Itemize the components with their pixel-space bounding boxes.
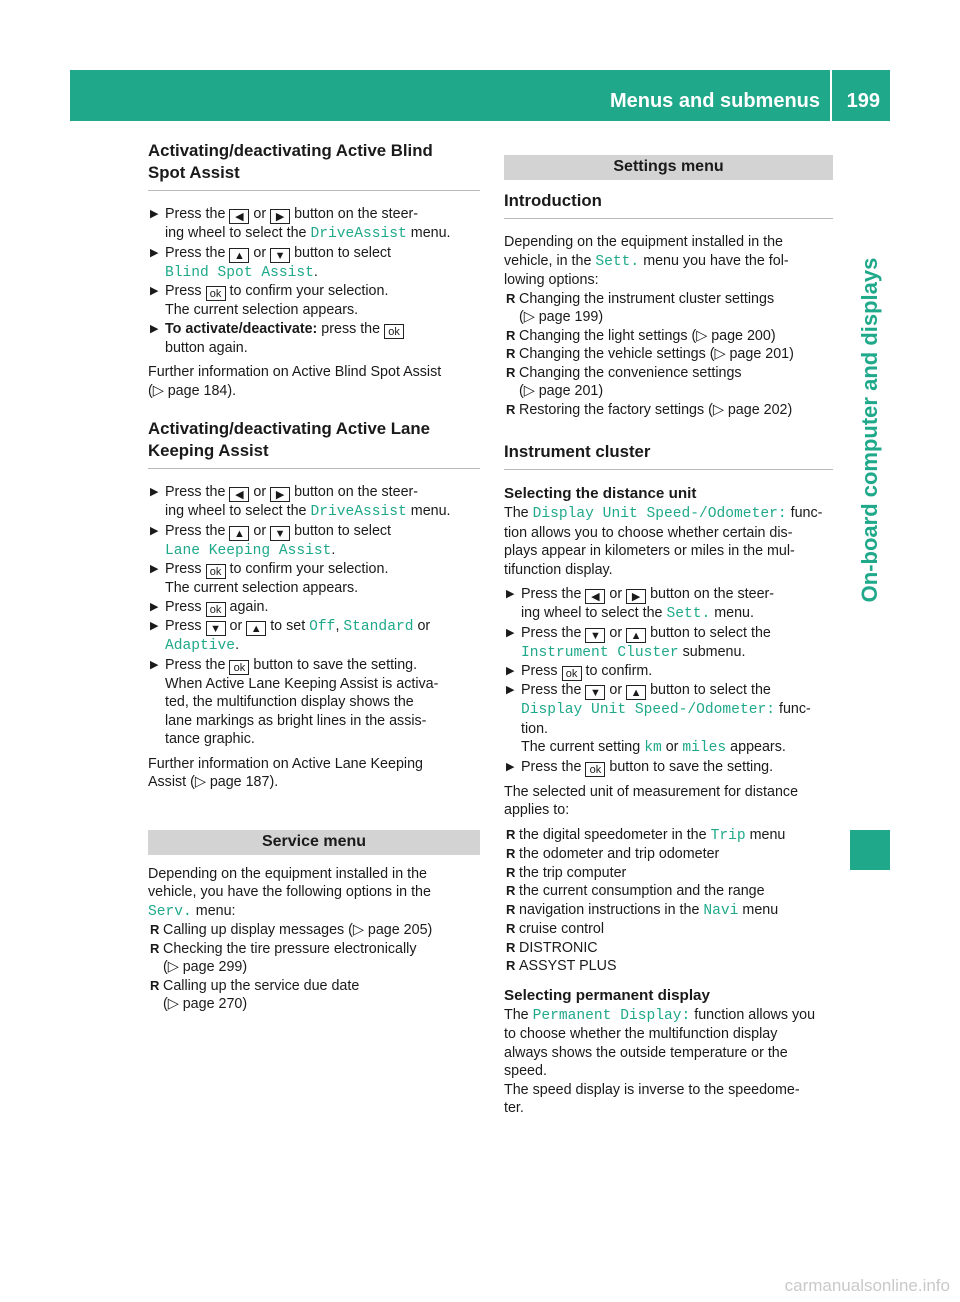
step: ▶ Press the ▼ or ▲ button to select the Instrument Cluster submenu. — [504, 624, 833, 663]
list-item: R DISTRONIC — [504, 939, 833, 958]
function-code: Display Unit Speed-/Odometer: — [532, 506, 787, 522]
option-code: Standard — [343, 618, 414, 635]
menu-code: DriveAssist — [310, 226, 407, 242]
left-key-icon: ◀ — [229, 209, 249, 224]
ok-key-icon: ok — [206, 286, 226, 301]
down-key-icon: ▼ — [585, 628, 605, 643]
ok-key-icon: ok — [229, 660, 249, 675]
step: ▶ Press ok to confirm your selection. The current selection appears. — [148, 282, 480, 320]
paragraph: The Display Unit Speed-/Odometer: func- tion allows you to choose whether certain dis- plays appear in kilometers or miles in the mul- tifunction display. — [504, 505, 823, 578]
down-key-icon: ▼ — [206, 621, 226, 636]
step: ▶ Press ok again. — [148, 598, 480, 617]
side-tab-label: On-board computer and displays — [857, 257, 882, 603]
step: ▶ Press the ◀ or ▶ button on the steer- ing wheel to select the DriveAssist menu. — [148, 205, 480, 244]
paragraph: Depending on the equipment installed in the vehicle, in the Sett. menu you have the fol- lowing options: — [504, 234, 789, 288]
right-column — [504, 155, 833, 1118]
section-band-service: Service menu — [148, 830, 480, 855]
down-key-icon: ▼ — [585, 685, 605, 700]
step: ▶ Press the ◀ or ▶ button on the steer- ing wheel to select the DriveAssist menu. — [148, 483, 480, 522]
up-key-icon: ▲ — [626, 628, 646, 643]
list-item: R Calling up the service due date (▷ page 270) — [148, 977, 480, 1014]
menu-code: Lane Keeping Assist — [165, 542, 332, 559]
right-key-icon: ▶ — [270, 209, 290, 224]
side-tab — [850, 220, 890, 640]
step: ▶ Press the ▲ or ▼ button to select Blind Spot Assist. — [148, 244, 480, 283]
heading-line: Keeping Assist — [148, 441, 269, 460]
left-column — [148, 140, 480, 1014]
side-marker — [850, 830, 890, 870]
page-header — [70, 70, 890, 121]
right-key-icon: ▶ — [626, 589, 646, 604]
list-item: R Changing the vehicle settings (▷ page 201) — [504, 345, 833, 364]
option-code: Adaptive — [165, 638, 236, 654]
paragraph: The speed display is inverse to the speedome- ter. — [504, 1081, 800, 1116]
page-number: 199 — [846, 90, 880, 112]
list-item: R the trip computer — [504, 864, 833, 883]
note: Further information on Active Blind Spot Assist (▷ page 184). — [148, 364, 442, 399]
step: ▶ Press the ▼ or ▲ button to select the Display Unit Speed-/Odometer: func- tion. The current setting km or miles appears. — [504, 681, 833, 758]
ok-key-icon: ok — [562, 666, 582, 681]
section-blind-spot-heading — [148, 140, 480, 191]
section-band-settings: Settings menu — [504, 155, 833, 180]
down-key-icon: ▼ — [270, 248, 290, 263]
ok-key-icon: ok — [206, 564, 226, 579]
ok-key-icon: ok — [206, 602, 226, 617]
option-code: miles — [682, 740, 727, 756]
list-item: R navigation instructions in the Navi menu — [504, 901, 833, 921]
up-key-icon: ▲ — [229, 248, 249, 263]
list-item: R Calling up display messages (▷ page 205) — [148, 921, 480, 940]
menu-code: Instrument Cluster — [521, 644, 679, 661]
step: ▶ Press the ok button to save the setting. — [504, 758, 833, 777]
option-code: km — [644, 740, 662, 756]
list-item: R the current consumption and the range — [504, 882, 833, 901]
ok-key-icon: ok — [585, 762, 605, 777]
list-item: R Checking the tire pressure electronically (▷ page 299) — [148, 940, 480, 977]
list-item: R the odometer and trip odometer — [504, 845, 833, 864]
subheading: Selecting the distance unit — [504, 485, 697, 502]
heading-line: Activating/deactivating Active Blind — [148, 141, 433, 160]
watermark: carmanualsonline.info — [784, 1276, 950, 1295]
down-key-icon: ▼ — [270, 526, 290, 541]
menu-code: Sett. — [595, 253, 640, 270]
header-divider — [830, 70, 832, 121]
step: ▶ Press the ◀ or ▶ button on the steer- ing wheel to select the Sett. menu. — [504, 585, 833, 624]
note: Further information on Active Lane Keeping Assist (▷ page 187). — [148, 755, 423, 790]
paragraph: The Permanent Display: function allows you to choose whether the multifunction display always shows the outside temperature or the speed. — [504, 1006, 816, 1079]
list-item: R the digital speedometer in the Trip menu — [504, 826, 833, 846]
section-lane-keeping-heading — [148, 418, 480, 469]
subheading: Selecting permanent display — [504, 986, 710, 1004]
function-code: Display Unit Speed-/Odometer: — [521, 702, 775, 718]
up-key-icon: ▲ — [246, 621, 266, 636]
paragraph: The selected unit of measurement for distance applies to: — [504, 783, 799, 818]
heading-introduction: Introduction — [504, 190, 833, 219]
menu-code: Blind Spot Assist — [165, 264, 314, 281]
list-item: R cruise control — [504, 920, 833, 939]
list-item: R Changing the instrument cluster settings (▷ page 199) — [504, 290, 833, 327]
menu-code: Sett. — [666, 606, 711, 622]
step: ▶ Press ok to confirm. — [504, 662, 833, 681]
heading-line: Spot Assist — [148, 163, 240, 182]
list-item: R Restoring the factory settings (▷ page 202) — [504, 401, 833, 420]
heading-instrument-cluster: Instrument cluster — [504, 441, 833, 470]
up-key-icon: ▲ — [229, 526, 249, 541]
list-item: R Changing the convenience settings (▷ page 201) — [504, 364, 833, 401]
left-key-icon: ◀ — [229, 487, 249, 502]
step: ▶ Press ▼ or ▲ to set Off, Standard or Adaptive. — [148, 617, 480, 656]
step: ▶ To activate/deactivate: press the ok button again. — [148, 320, 480, 358]
option-code: Off — [309, 618, 336, 635]
header-title: Menus and submenus — [609, 90, 820, 112]
list-item: R ASSYST PLUS — [504, 957, 833, 976]
menu-code: Navi — [703, 902, 739, 919]
step: ▶ Press ok to confirm your selection. The current selection appears. — [148, 560, 480, 598]
heading-line: Activating/deactivating Active Lane — [148, 419, 430, 438]
up-key-icon: ▲ — [626, 685, 646, 700]
paragraph: Depending on the equipment installed in the vehicle, you have the following options in the Serv. menu: — [148, 865, 431, 920]
menu-code: DriveAssist — [310, 504, 407, 520]
menu-code: Serv. — [148, 903, 192, 920]
step: ▶ Press the ▲ or ▼ button to select Lane Keeping Assist. — [148, 522, 480, 561]
function-code: Permanent Display: — [532, 1007, 691, 1024]
ok-key-icon: ok — [384, 324, 404, 339]
menu-code: Trip — [710, 827, 746, 844]
step: ▶ Press the ok button to save the setting. When Active Lane Keeping Assist is activa- ted, the multifunction display shows the lane markings as bright lines in the assis- tance graphic. — [148, 656, 480, 749]
list-item: R Changing the light settings (▷ page 200) — [504, 327, 833, 346]
left-key-icon: ◀ — [585, 589, 605, 604]
right-key-icon: ▶ — [270, 487, 290, 502]
